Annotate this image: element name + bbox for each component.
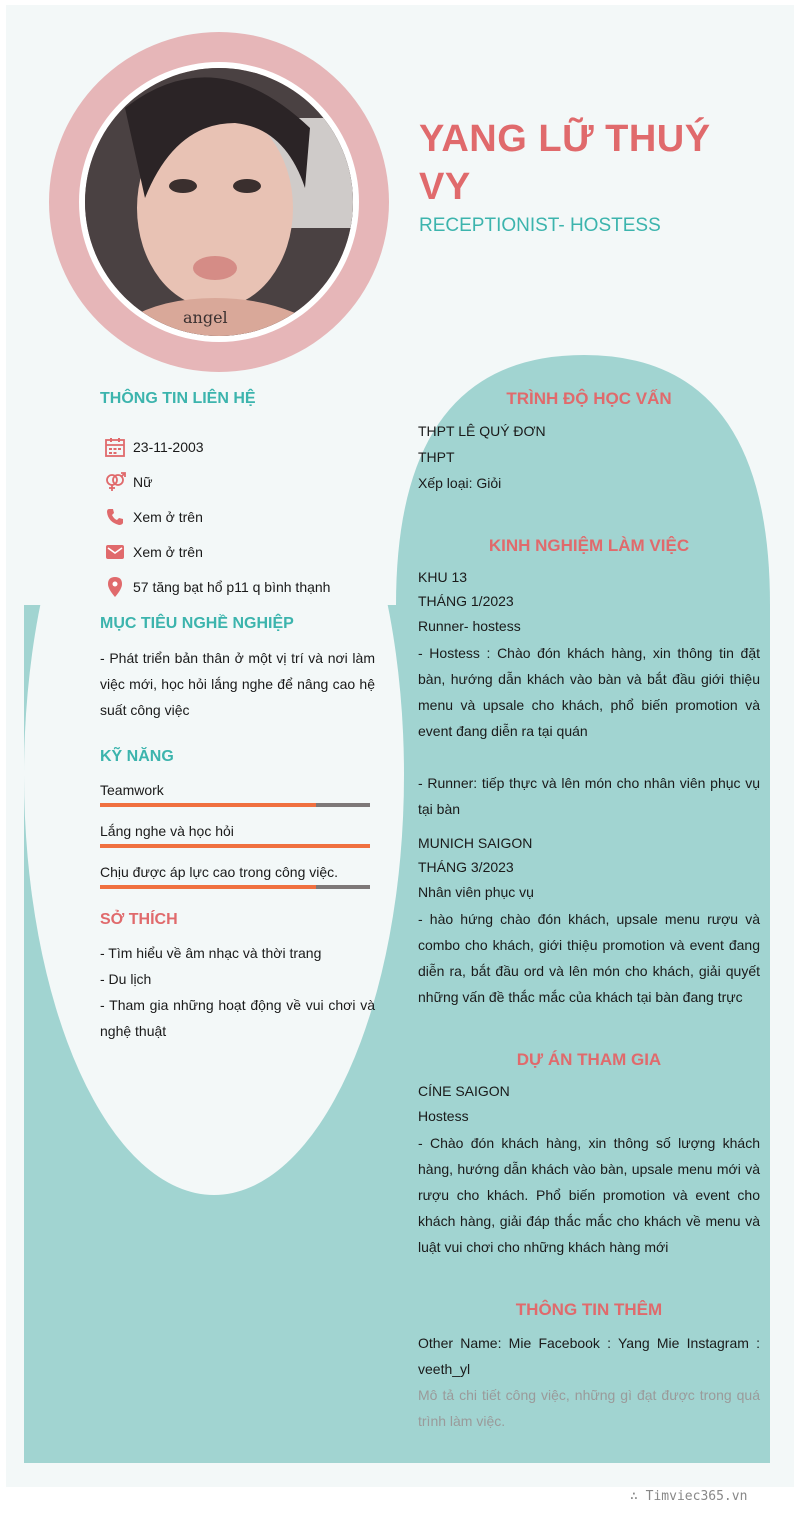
skill-bar-pressure — [100, 885, 370, 889]
avatar — [85, 68, 353, 336]
project-role: Hostess — [418, 1108, 469, 1124]
education-level: THPT — [418, 449, 455, 465]
job-role: Nhân viên phục vụ — [418, 884, 534, 900]
skill-fill — [100, 803, 316, 807]
skill-bar-teamwork — [100, 803, 370, 807]
objective-text: - Phát triển bản thân ở một vị trí và nơi làm việc mới, học hỏi lắng nghe để nâng cao hệ suất công việc — [100, 650, 375, 718]
cv-page — [6, 5, 794, 1487]
job-company: KHU 13 — [418, 569, 468, 585]
job-description: - hào hứng chào đón khách, upsale menu rượu và combo cho khách, giới thiệu promotion và event đang diễn ra, bắt đầu ord và lên món cho khách, giải quyết những vấn đề thắc mắc của khách tại bàn đang trực — [418, 911, 760, 1005]
skills-heading: KỸ NĂNG — [100, 748, 174, 765]
watermark: ∴ Timviec365.vn — [630, 1489, 748, 1504]
job-role: Runner- hostess — [418, 618, 521, 634]
hobby-item: - Tìm hiểu về âm nhạc và thời trang — [100, 945, 322, 961]
contact-birthday — [104, 435, 204, 459]
location-icon — [104, 576, 126, 598]
job-description: - Runner: tiếp thực và lên món cho nhân viên phục vụ tại bàn — [418, 775, 760, 817]
skill-bar-listening — [100, 844, 370, 848]
phone-icon — [104, 506, 126, 528]
contact-gender — [104, 470, 152, 494]
email-text: Xem ở trên — [133, 544, 203, 560]
skill-label: Lắng nghe và học hỏi — [100, 823, 234, 839]
gender-text: Nữ — [133, 474, 153, 490]
extra-info-text: Other Name: Mie Facebook : Yang Mie Instagram : veeth_yl — [418, 1335, 760, 1377]
avatar-ring — [49, 32, 389, 372]
contact-address — [104, 575, 330, 599]
extra-info-heading: THÔNG TIN THÊM — [515, 1300, 663, 1319]
svg-text:angel: angel — [183, 308, 228, 327]
avatar-border — [79, 62, 359, 342]
birthday-text: 23-11-2003 — [133, 439, 204, 455]
hobbies-heading: SỞ THÍCH — [100, 911, 178, 928]
contact-heading: THÔNG TIN LIÊN HỆ — [100, 390, 256, 407]
phone-text: Xem ở trên — [133, 509, 203, 525]
project-description: - Chào đón khách hàng, xin thông số lượng khách hàng, hướng dẫn khách vào bàn, upsale menu mới và rượu cho khách. Phổ biến promotion và event cho khách hàng, giải đáp thắc mắc cho khách về menu và luật vui chơi cho những khách hàng mới — [418, 1135, 760, 1255]
skill-label: Teamwork — [100, 782, 164, 798]
email-icon — [104, 541, 126, 563]
projects-heading: DỰ ÁN THAM GIA — [516, 1050, 662, 1069]
objective-heading: MỤC TIÊU NGHỀ NGHIỆP — [100, 615, 294, 632]
experience-heading: KINH NGHIỆM LÀM VIỆC — [488, 536, 690, 555]
job-date: THÁNG 3/2023 — [418, 859, 514, 875]
skill-fill — [100, 844, 370, 848]
extra-info-placeholder: Mô tả chi tiết công việc, những gì đạt được trong quá trình làm việc. — [418, 1387, 760, 1429]
job-description: - Hostess : Chào đón khách hàng, xin thông tin đặt bàn, hướng dẫn khách vào bàn và bắt đầu giới thiệu menu và upsale cho khách, phổ biến promotion và event đang diễn ra tại quán — [418, 645, 760, 739]
calendar-icon — [104, 436, 126, 458]
hobby-item: - Tham gia những hoạt động về vui chơi và nghệ thuật — [100, 997, 375, 1039]
job-title: RECEPTIONIST- HOSTESS — [419, 215, 661, 236]
job-company: MUNICH SAIGON — [418, 835, 533, 851]
address-text: 57 tăng bạt hổ p11 q bình thạnh — [133, 579, 331, 595]
skill-fill — [100, 885, 316, 889]
contact-email — [104, 540, 203, 564]
education-grade: Xếp loại: Giỏi — [418, 475, 502, 491]
project-name: CÍNE SAIGON — [418, 1083, 510, 1099]
candidate-name: YANG LỮ THUÝ VY — [419, 118, 711, 208]
education-heading: TRÌNH ĐỘ HỌC VẤN — [506, 389, 672, 408]
skill-label: Chịu được áp lực cao trong công việc. — [100, 864, 339, 880]
contact-phone — [104, 505, 203, 529]
job-date: THÁNG 1/2023 — [418, 593, 514, 609]
hobby-item: - Du lịch — [100, 971, 152, 987]
gender-icon — [104, 471, 126, 493]
education-school: THPT LÊ QUÝ ĐƠN — [418, 423, 546, 439]
